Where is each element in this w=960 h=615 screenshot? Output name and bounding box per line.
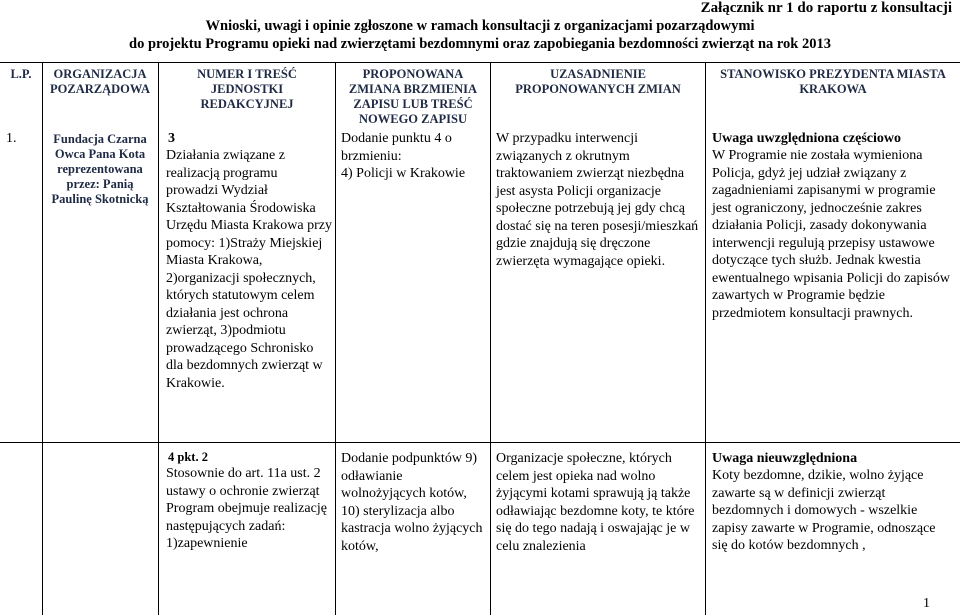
row-1-unit-number: 3 <box>168 131 175 146</box>
row-1-decision-text: W Programie nie została wymieniona Policja, gdyż jej udział związany z zagadnieniami zapisanymi w programie jest ograniczony, jednocześnie zakres działania Policji, zasady dokonywania interwencji regulują przepisy ustawowe dotyczące tych służb. Jednak kwestia ewentualnego wpisania Policji do zapisów zawartych w Programie będzie przedmiotem konsultacji prawnych. <box>712 148 950 321</box>
column-header-unit: NUMER I TREŚĆ JEDNOSTKI REDAKCYJNEJ <box>197 67 297 111</box>
column-divider <box>705 62 706 615</box>
column-divider <box>158 62 159 615</box>
column-header-decision: STANOWISKO PREZYDENTA MIASTA KRAKOWA <box>720 67 946 96</box>
column-divider <box>335 62 336 615</box>
row-2-justification: Organizacje społeczne, których celem jest opieka nad wolno żyjącymi kotami sprawują ją także odławiając bezdomne koty, te które się do tego nadają i oswajając je w celu znalezienia <box>496 451 695 554</box>
column-header-organization: ORGANIZACJA POZARZĄDOWA <box>50 67 151 96</box>
row-2-proposal: Dodanie podpunktów 9) odławianie wolnożyjących kotów, 10) sterylizacja albo kastracja wolno żyjących kotów, <box>341 451 483 554</box>
row-separator <box>0 442 960 443</box>
row-2-decision-status: Uwaga nieuwzględniona <box>712 451 858 466</box>
column-header-lp: L.P. <box>10 67 32 81</box>
row-2-unit-text: Stosownie do art. 11a ust. 2 ustawy o ochronie zwierząt Program obejmuje realizację następujących zadań: 1)zapewnienie <box>166 466 327 551</box>
page-number: 1 <box>923 596 930 611</box>
document-title-line-2: do projektu Programu opieki nad zwierzętami bezdomnymi oraz zapobiegania bezdomności zwierząt na rok 2013 <box>129 36 831 52</box>
row-1-unit-text: Działania związane z realizacją programu prowadzi Wydział Kształtowania Środowiska Urzędu Miasta Krakowa przy pomocy: 1)Straży Miejskiej Miasta Krakowa, 2)organizacji społecznych, których statutowym celem działania jest ochrona zwierząt, 3)podmiotu prowadzącego Schronisko dla bezdomnych zwierząt w Krakowie. <box>166 148 332 391</box>
document-title-line-1: Wnioski, uwagi i opinie zgłoszone w ramach konsultacji z organizacjami pozarządowymi <box>205 18 755 34</box>
row-1-justification: W przypadku interwencji związanych z okrutnym traktowaniem zwierząt niezbędna jest asysta Policji organizacje społeczne potrzebują jej gdy chcą dostać się na teren posesji/mieszkań gdzie znajdują się dręczone zwierzęta wymagające opieki. <box>496 131 699 269</box>
table-top-border <box>0 62 960 63</box>
row-2-unit-number: 4 pkt. 2 <box>168 450 208 464</box>
attachment-label: Załącznik nr 1 do raportu z konsultacji <box>700 0 952 16</box>
row-1-organization: Fundacja Czarna Owca Pana Kota reprezentowana przez: Panią Paulinę Skotnicką <box>51 132 149 206</box>
column-divider <box>42 62 43 615</box>
row-2-decision-text: Koty bezdomne, dzikie, wolno żyjące zawarte są w definicji zwierząt bezdomnych i domowych - wszelkie zapisy zawarte w Programie, odnoszące się do kotów bezdomnych , <box>712 468 936 553</box>
row-1-lp: 1. <box>6 131 17 146</box>
row-1-decision-status: Uwaga uwzględniona częściowo <box>712 131 901 146</box>
column-header-proposal: PROPONOWANA ZMIANA BRZMIENIA ZAPISU LUB TREŚĆ NOWEGO ZAPISU <box>348 67 478 126</box>
row-1-proposal: Dodanie punktu 4 o brzmieniu: 4) Policji w Krakowie <box>341 131 466 181</box>
column-header-justification: UZASADNIENIE PROPONOWANYCH ZMIAN <box>515 67 681 96</box>
column-divider <box>490 62 491 615</box>
